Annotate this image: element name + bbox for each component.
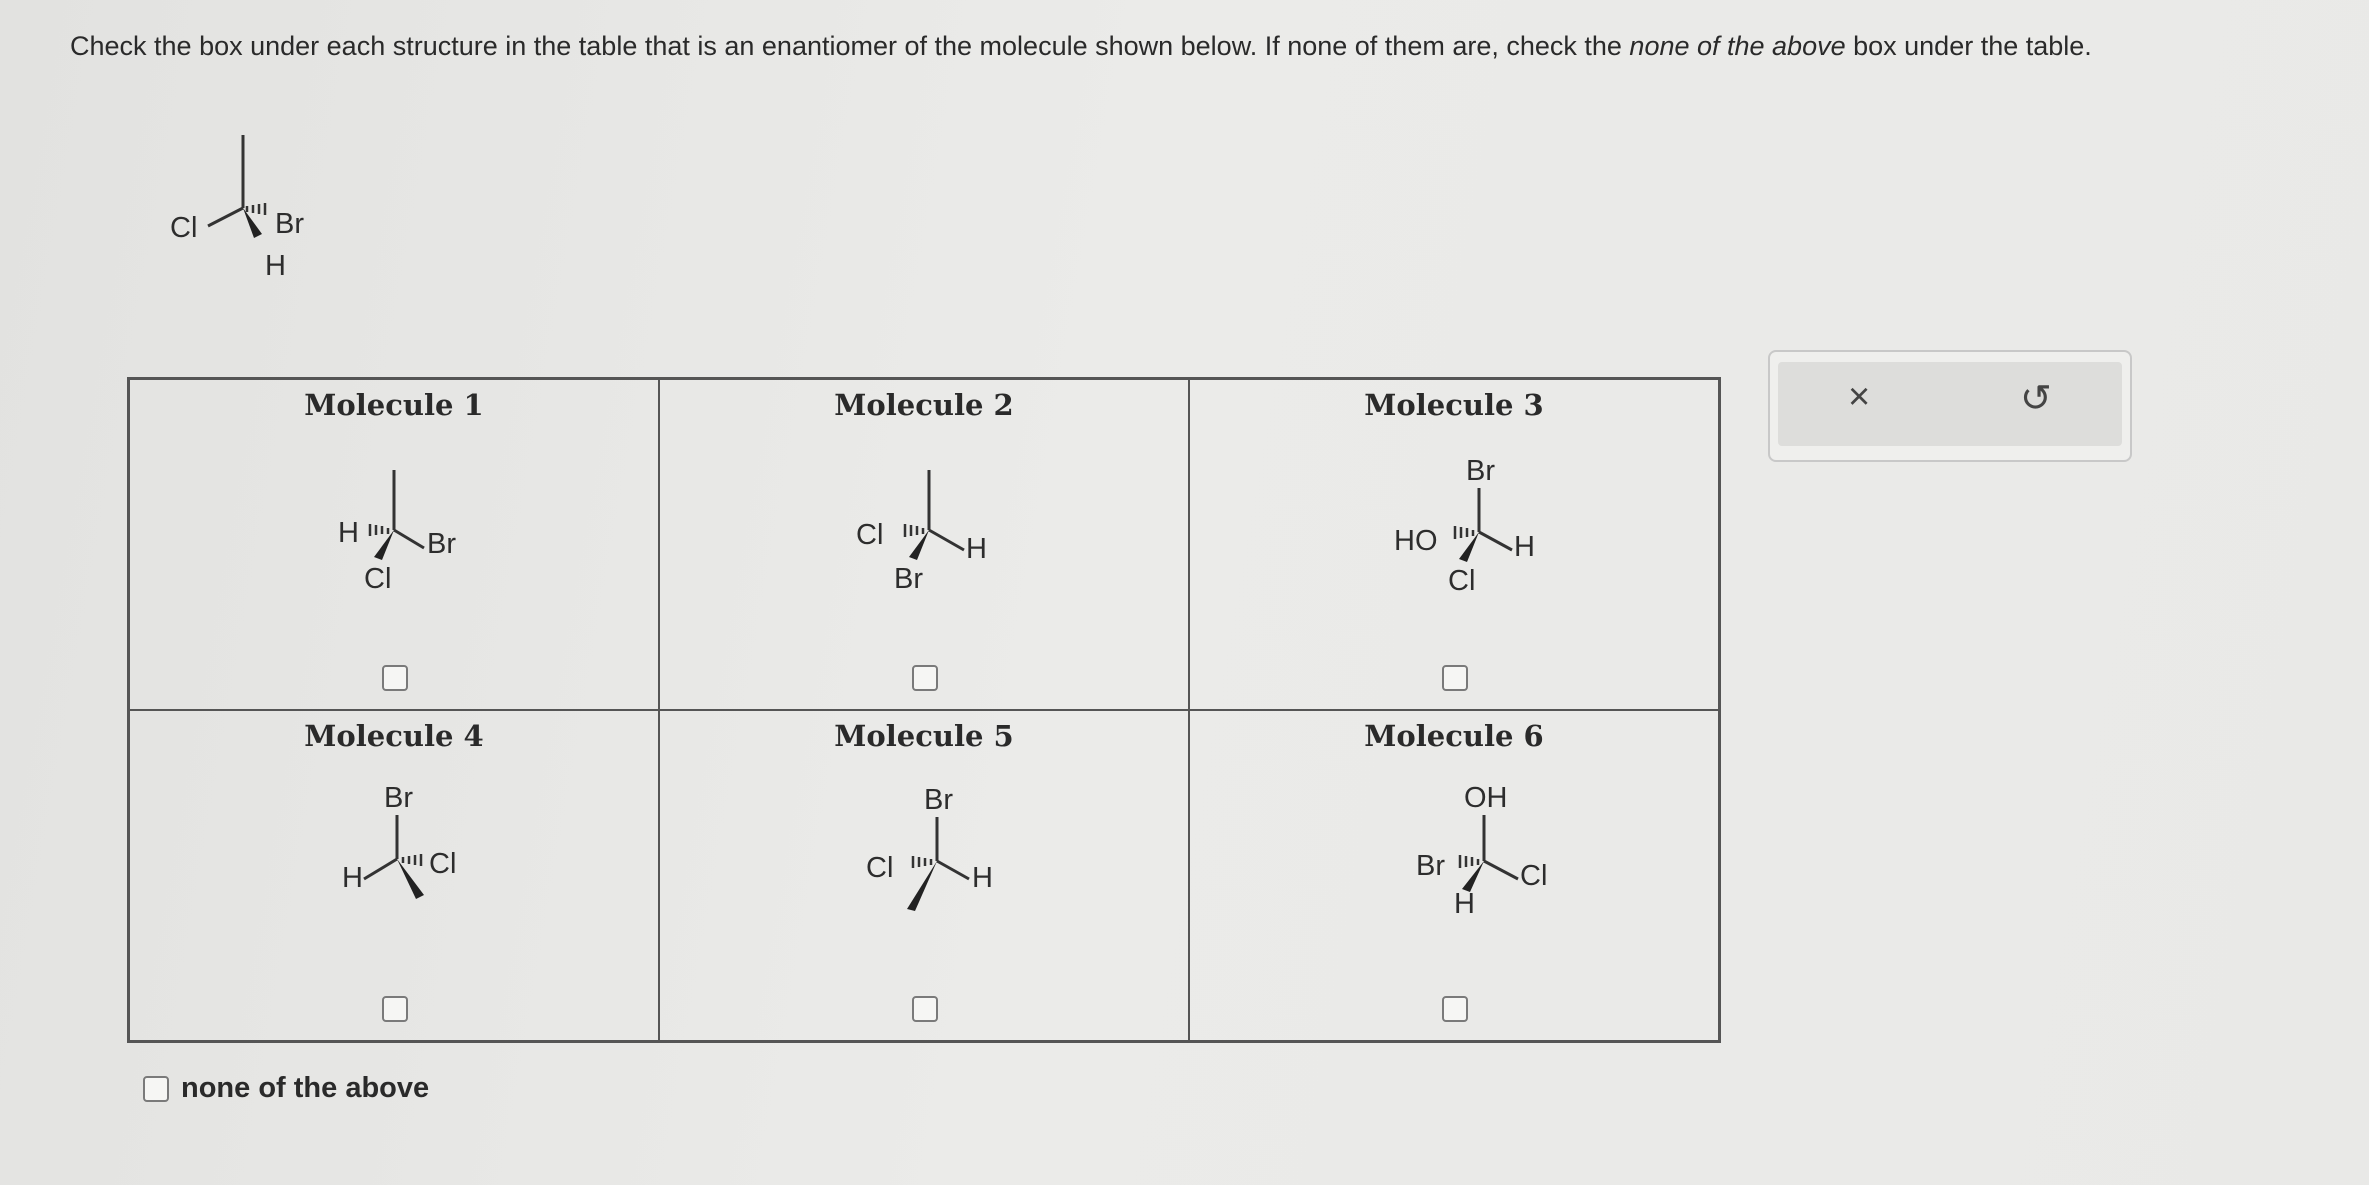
molecule-title: Molecule 1 [304, 388, 484, 422]
answer-toolbar [1768, 350, 2132, 462]
molecule-cell-5 [659, 710, 1189, 1041]
toolbar-inner [1778, 362, 2122, 446]
molecule-title: Molecule 6 [1364, 719, 1544, 753]
molecule-structure [794, 450, 1054, 620]
reference-molecule [150, 120, 390, 290]
molecule-6-checkbox[interactable] [1442, 996, 1468, 1022]
atom-left: HO [1394, 525, 1438, 557]
ref-right-atom: Br [275, 208, 304, 240]
clear-icon[interactable]: × [1848, 376, 1871, 418]
molecule-structure [264, 781, 524, 951]
atom-top: Br [384, 782, 413, 814]
molecule-title: Molecule 4 [304, 719, 484, 753]
molecule-1-checkbox[interactable] [382, 665, 408, 691]
none-of-the-above-checkbox[interactable] [143, 1076, 169, 1102]
prompt-emphasis: none of the above [1629, 31, 1846, 61]
atom-right: H [966, 533, 987, 565]
molecule-cell-1 [129, 379, 659, 710]
atom-bottom: Cl [1448, 565, 1476, 597]
atom-left: Cl [866, 852, 894, 884]
atom-bottom: Cl [364, 563, 392, 595]
molecule-structure [264, 450, 524, 620]
atom-right: Br [427, 528, 456, 560]
molecule-cell-6 [1189, 710, 1719, 1041]
question-prompt [70, 30, 2360, 62]
atom-right: Cl [429, 848, 457, 880]
molecule-title: Molecule 2 [834, 388, 1014, 422]
ref-left-atom: Cl [170, 212, 198, 244]
molecule-cell-2 [659, 379, 1189, 710]
molecule-title: Molecule 5 [834, 719, 1014, 753]
atom-bottom: H [1454, 888, 1475, 920]
atom-right: Cl [1520, 860, 1548, 892]
atom-top: Br [1466, 455, 1495, 487]
atom-bottom: Br [894, 563, 923, 595]
molecule-table [127, 377, 1721, 1043]
molecule-5-checkbox[interactable] [912, 996, 938, 1022]
molecule-structure [794, 781, 1054, 951]
undo-icon[interactable]: ↺ [2020, 378, 2052, 420]
atom-top: OH [1464, 782, 1508, 814]
molecule-cell-3 [1189, 379, 1719, 710]
ref-bottom-atom: H [265, 250, 286, 282]
atom-left: Br [1416, 850, 1445, 882]
molecule-4-checkbox[interactable] [382, 996, 408, 1022]
prompt-text-end: box under the table. [1845, 31, 2092, 61]
molecule-structure [1324, 450, 1584, 620]
atom-right: H [972, 862, 993, 894]
molecule-2-checkbox[interactable] [912, 665, 938, 691]
atom-left: H [338, 517, 359, 549]
prompt-text: Check the box under each structure in the table that is an enantiomer of the molecule shown below. If none of them are, check the [70, 31, 1630, 61]
atom-right: H [1514, 531, 1535, 563]
molecule-structure [1324, 781, 1584, 951]
atom-left: H [342, 862, 363, 894]
molecule-title: Molecule 3 [1364, 388, 1544, 422]
atom-top: Br [924, 784, 953, 816]
none-of-the-above-option[interactable] [143, 1072, 429, 1105]
molecule-cell-4 [129, 710, 659, 1041]
molecule-3-checkbox[interactable] [1442, 665, 1468, 691]
atom-left: Cl [856, 519, 884, 551]
none-of-the-above-label: none of the above [181, 1072, 430, 1104]
